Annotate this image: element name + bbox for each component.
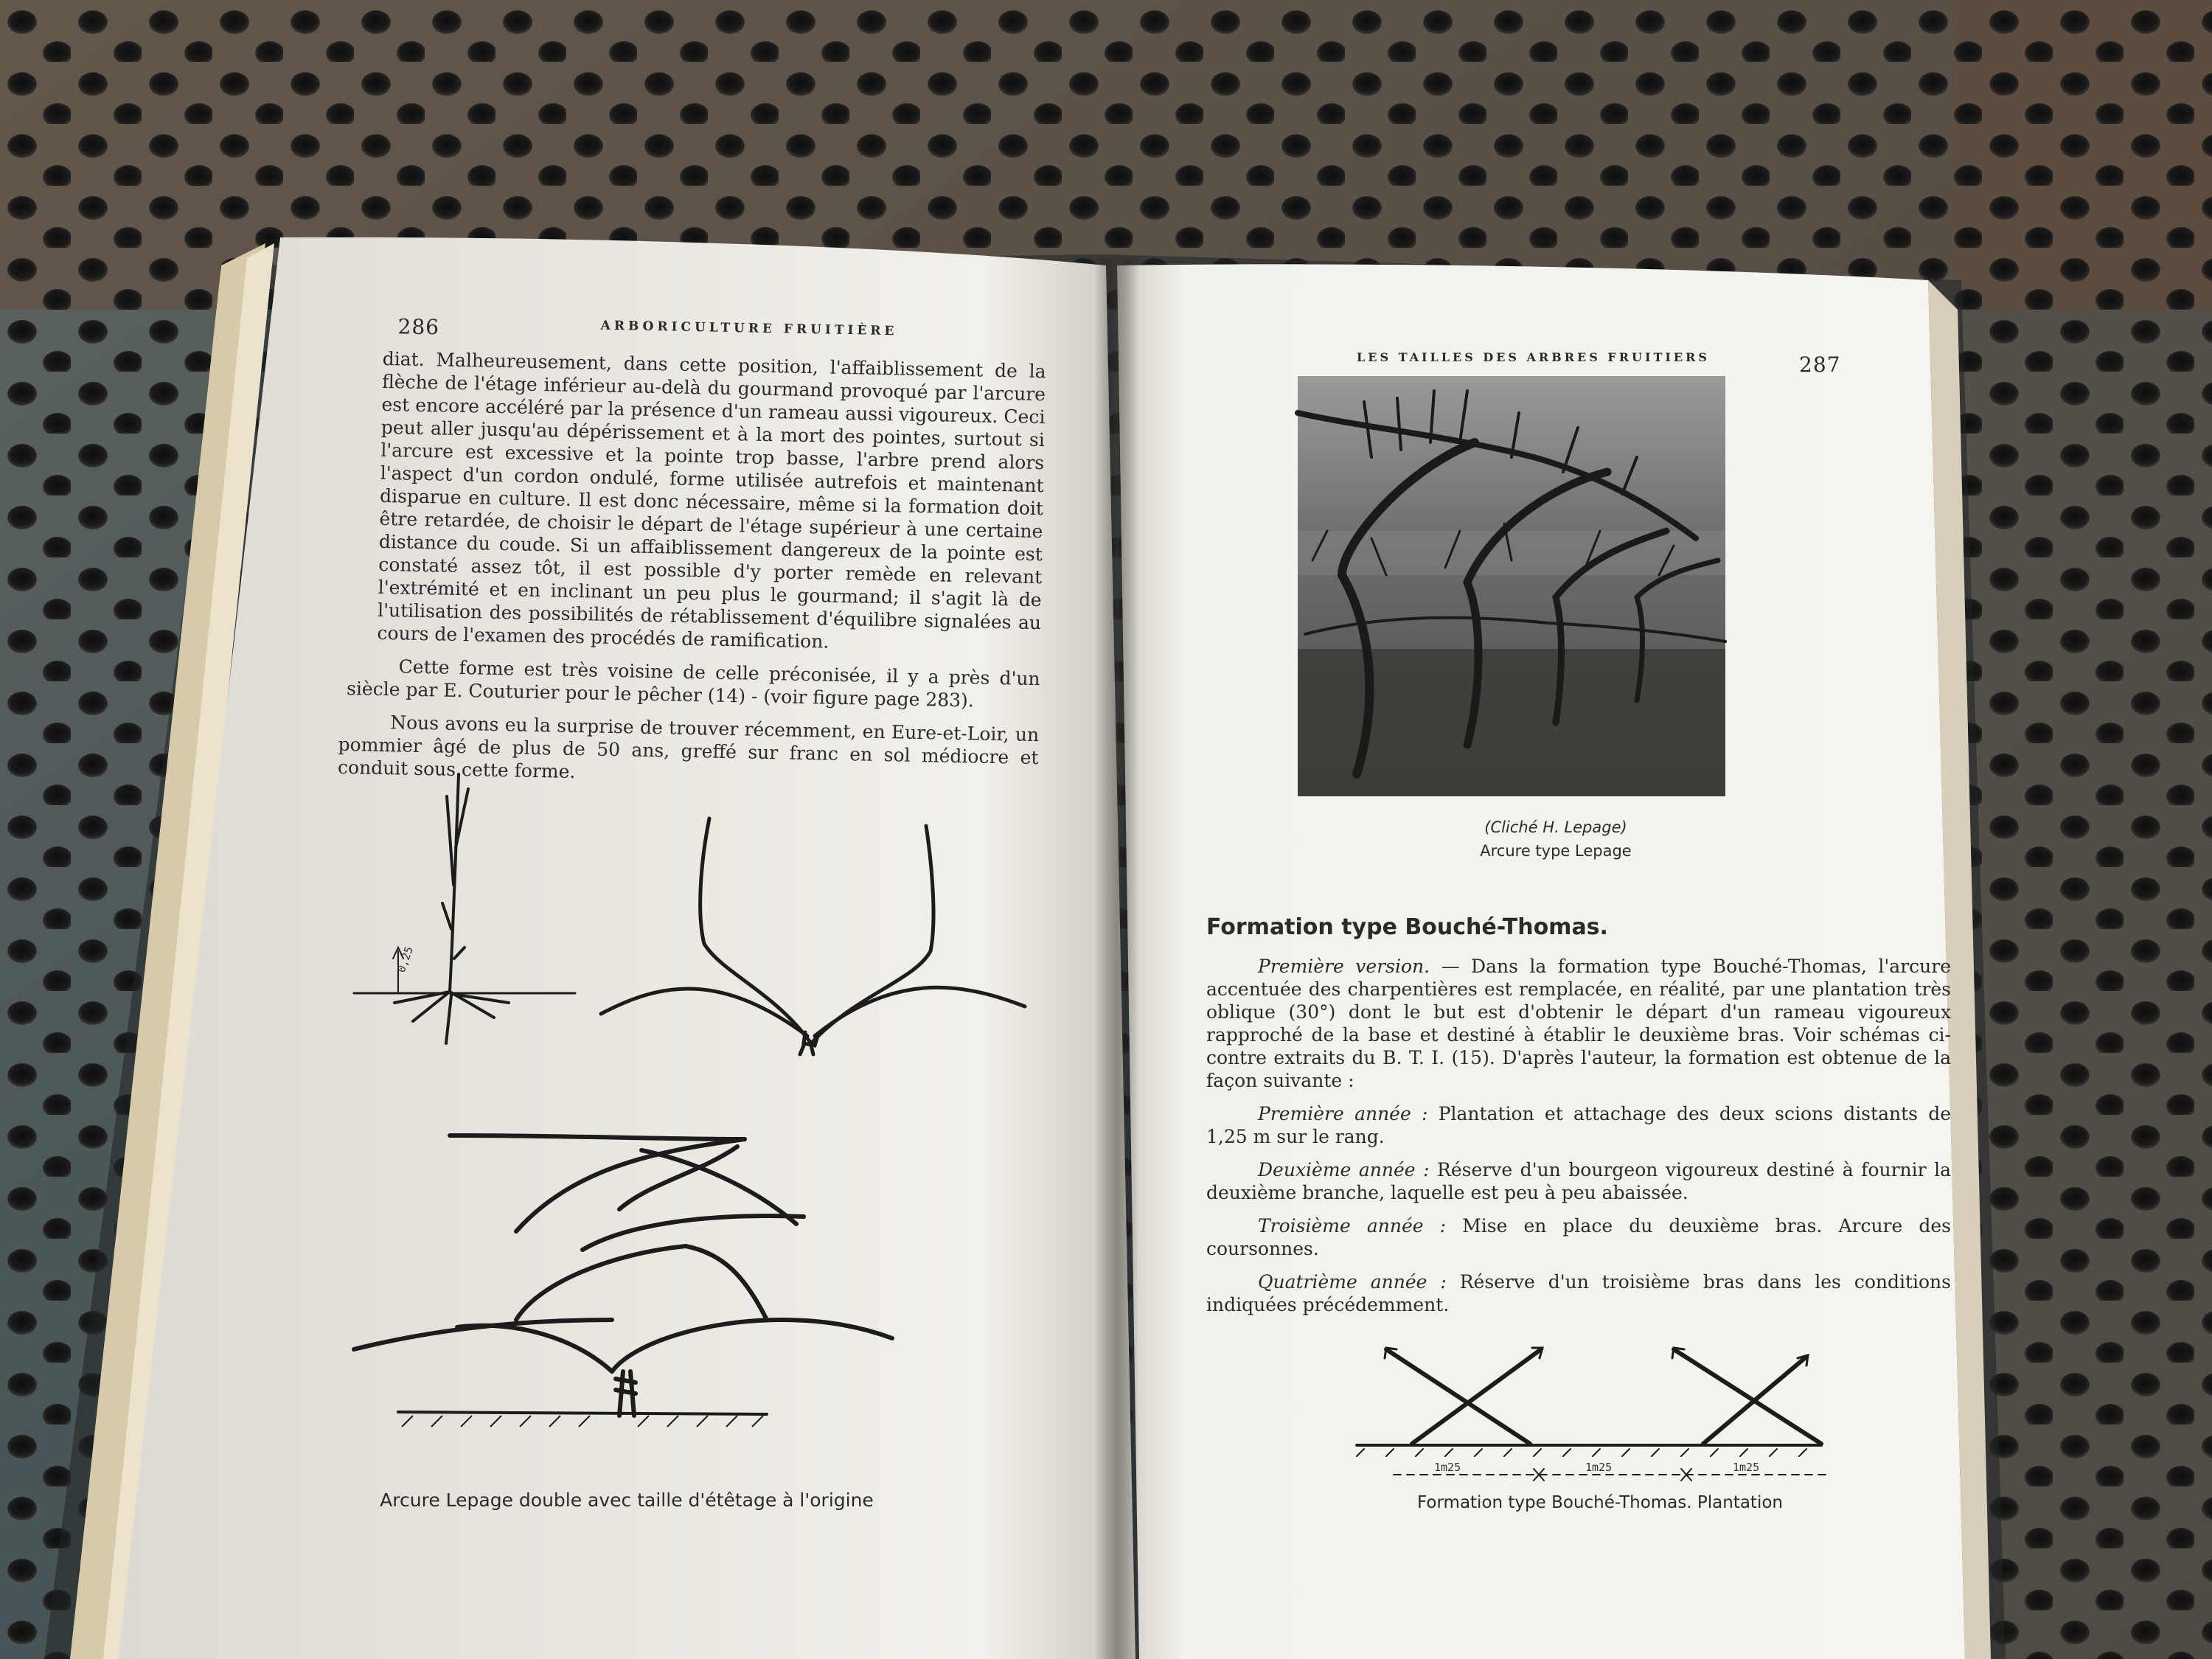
step-paragraph: Première année : Plantation et attachage des deux scions distants de 1,25 m sur le rang. — [1206, 1103, 1951, 1147]
step-paragraph: Troisième année : Mise en place du deuxième bras. Arcure des coursonnes. — [1206, 1215, 1952, 1259]
orchard-photo — [1298, 376, 1725, 796]
sketch-label: 0,25 — [394, 945, 417, 975]
step-paragraph: Deuxième année : Réserve d'un bourgeon vigoureux destiné à fournir la deuxième branche, laquelle est peu à peu abaissée. — [1206, 1159, 1951, 1203]
page-number: 287 — [1799, 352, 1841, 377]
running-head: ARBORICULTURE FRUITIÈRE — [600, 318, 898, 339]
left-figure-caption: Arcure Lepage double avec taille d'étêtage à l'origine — [380, 1489, 874, 1511]
left-page-content — [338, 310, 1047, 802]
right-figure-caption: Formation type Bouché-Thomas. Plantation — [1417, 1493, 1783, 1512]
paragraph: diat. Malheureusement, dans cette position, l'affaiblissement de la flèche de l'étage inférieur au-delà du gourmand provoqué par l'arcure est encore accéléré par la présence d'un rameau aussi vigoureux. Ceci peut aller jusqu'au dépérissement et à la mort des pointes, surtout si l'arcure est excessive et la pointe trop basse, l'arbre prend alors l'aspect d'un cordon ondulé, forme utilisée autrefois et maintenant disparue en culture. Il est donc nécessaire, même si la formation doit être retardée, de choisir le départ de l'étage supérieur à une certaine distance du coude. Si un affaiblissement dangereux de la pointe est constaté assez tôt, il est possible d'y porter remède en relevant l'extrémité et en inclinant un peu plus le gourmand; il s'agit là de l'utilisation des possibilités de rétablissement d'équilibre signalées au cours de l'examen des procédés de ramification. — [377, 347, 1046, 653]
paragraph: Première version. — Dans la formation type Bouché-Thomas, l'arcure accentuée des charpentières est remplacée, en réalité, par une plantation très oblique (30°) dont le but est d'obtenir le départ d'un rameau vigoureux rapproché de la base et destiné à établir le deuxième bras. Voir schémas ci-contre extraits du B. T. I. (15). D'après l'auteur, la formation est obtenue de la façon suivante : — [1206, 956, 1951, 1091]
right-page-content — [1206, 914, 1951, 1326]
running-head: LES TAILLES DES ARBRES FRUITIERS — [1357, 350, 1710, 364]
paragraph: Nous avons eu la surprise de trouver récemment, en Eure-et-Loir, un pommier âgé de plus de 50 ans, greffé sur franc en sol médiocre et conduit sous cette forme. — [337, 712, 1040, 783]
photo-caption: Arcure type Lepage — [1480, 842, 1632, 860]
spacing-label: 1m25 — [1585, 1461, 1613, 1474]
step-paragraph: Quatrième année : Réserve d'un troisième bras dans les conditions indiquées précédemment. — [1206, 1271, 1951, 1315]
right-header — [1357, 339, 1858, 376]
section-heading: Formation type Bouché-Thomas. — [1206, 914, 1608, 940]
page-number: 286 — [397, 314, 440, 340]
spacing-label: 1m25 — [1434, 1461, 1461, 1474]
paragraph: Cette forme est très voisine de celle préconisée, il y a près d'un siècle par E. Couturier pour le pêcher (14) - (voir figure page 283). — [346, 655, 1040, 712]
photo-credit: (Cliché H. Lepage) — [1484, 818, 1627, 836]
book-gutter — [1095, 258, 1139, 1659]
spacing-label: 1m25 — [1733, 1461, 1760, 1474]
